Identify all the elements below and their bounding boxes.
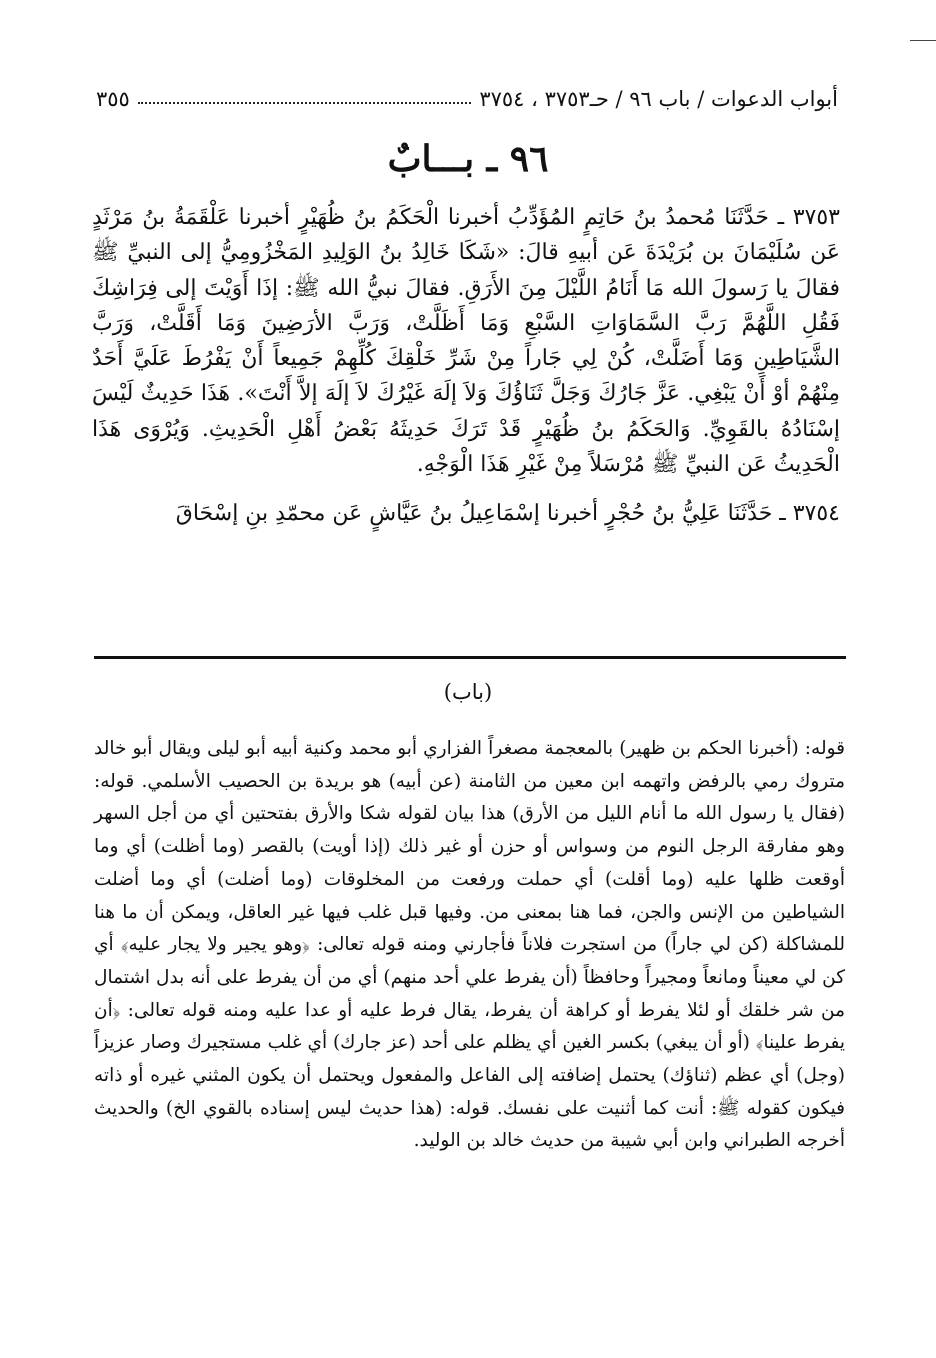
dot-leader (138, 102, 471, 104)
page-corner-line (910, 40, 936, 41)
commentary-block (94, 733, 845, 1158)
hadith-text-block (92, 200, 840, 532)
running-header (96, 84, 838, 114)
commentary-text: قوله: (أخبرنا الحكم بن ظهير) بالمعجمة مصغراً الفزاري أبو محمد وكنية أبيه أبو ليلى ويقال أبو خالد متروك رمي بالرفض واتهمه ابن معين من الثامنة (عن أبيه) هو بريدة بن الحصيب الأسلمي. قوله: (فقال يا رسول الله ما أنام الليل من الأرق) هذا بيان لقوله شكا والأرق بفتحتين أي من أجل السهر وهو مفارقة الرجل النوم من وسواس أو حزن أو غير ذلك (إذا أويت) بالقصر (وما أظلت) أي وما أوقعت ظلها عليه (وما أقلت) أي حملت ورفعت من المخلوقات (وما أضلت) أي وما أضلت الشياطين من الإنس والجن، فما هنا بمعنى من. وفيها قبل غلب فيها غير العاقل، ويمكن أن ما هنا للمشاكلة (كن لي جاراً) من استجرت فلاناً فأجارني ومنه قوله تعالى: ﴿وهو يجير ولا يجار عليه﴾ أي كن لي معيناً ومانعاً ومجيراً وحافظاً (أن يفرط علي أحد منهم) أي من أن يفرط على أنه بدل اشتمال من شر خلقك أو لئلا يفرط أو كراهة أن يفرط، يقال فرط عليه أو عدا عليه ومنه قوله تعالى: ﴿أن يفرط علينا﴾ (أو أن يبغي) بكسر الغين أي يظلم على أحد (عز جارك) أي غلب مستجيرك وصار عزيزاً (وجل) أي عظم (ثناؤك) يحتمل إضافته إلى الفاعل والمفعول ويحتمل أن يكون المثني غيره أو ذاته فيكون كقوله ﷺ: أنت كما أثنيت على نفسك. قوله: (هذا حديث ليس إسناده بالقوي الخ) والحديث أخرجه الطبراني وابن أبي شيبة من حديث خالد بن الوليد. (94, 738, 845, 1152)
chapter-heading: ٩٦ ـ بـــابٌ (387, 138, 549, 180)
section-divider (94, 656, 846, 659)
hadith-3753: ٣٧٥٣ ـ حَدَّثَنَا مُحمدُ بنُ حَاتِمٍ المُؤَدِّبُ أخبرنا الْحَكَمُ بنُ ظُهَيْرٍ أخبرنا عَلْقَمَةُ بنُ مَرْثَدٍ عَن سُلَيْمَانَ بن بُرَيْدَةَ عَن أبيهِ قالَ: «شَكَا خَالِدُ بنُ الوَلِيدِ المَخْزُومِيُّ إلى النبيِّ ﷺ فقالَ يا رَسولَ الله مَا أَنَامُ اللَّيْلَ مِنَ الأَرَقِ. فقالَ نبيُّ الله ﷺ: إذَا أَوَيْتَ إلى فِرَاشِكَ فَقُلِ اللَّهُمَّ رَبَّ السَّمَاوَاتِ السَّبْعِ وَمَا أَظَلَّتْ، وَرَبَّ الأرَضِينَ وَمَا أَقَلَّتْ، وَرَبَّ الشَّيَاطِينِ وَمَا أَضَلَّتْ، كُنْ لِي جَاراً مِنْ شَرِّ خَلْقِكَ كُلِّهِمْ جَمِيعاً أَنْ يَفْرُطَ عَلَيَّ أَحَدٌ مِنْهُمْ أوْ أَنْ يَبْغِي. عَزَّ جَارُكَ وَجَلَّ ثَنَاؤُكَ وَلاَ إلَهَ غَيْرُكَ لاَ إلَهَ إلاَّ أَنْتَ». هَذَا حَدِيثٌ لَيْسَ إسْنَادُهُ بالقَوِيِّ. وَالحَكَمُ بنُ ظُهَيْرٍ قَدْ تَرَكَ حَدِيثَهُ بَعْضُ أَهْلِ الْحَدِيثِ. وَيُرْوَى هَذَا الْحَدِيثُ عَن النبيِّ ﷺ مُرْسَلاً مِنْ غَيْرِ هَذَا الْوَجْهِ. (92, 205, 840, 478)
commentary-title: (باب) (443, 680, 493, 704)
page-number: ٣٥٥ (96, 87, 130, 111)
running-title: أبواب الدعوات / باب ٩٦ / حـ٣٧٥٣ ، ٣٧٥٤ (479, 87, 838, 111)
hadith-3754: ٣٧٥٤ ـ حَدَّثَنَا عَلِيُّ بنُ حُجْرٍ أخبرنا إسْمَاعِيلُ بنُ عَيَّاشٍ عَن محمّدِ بنِ إسْحَاقَ (175, 501, 840, 527)
